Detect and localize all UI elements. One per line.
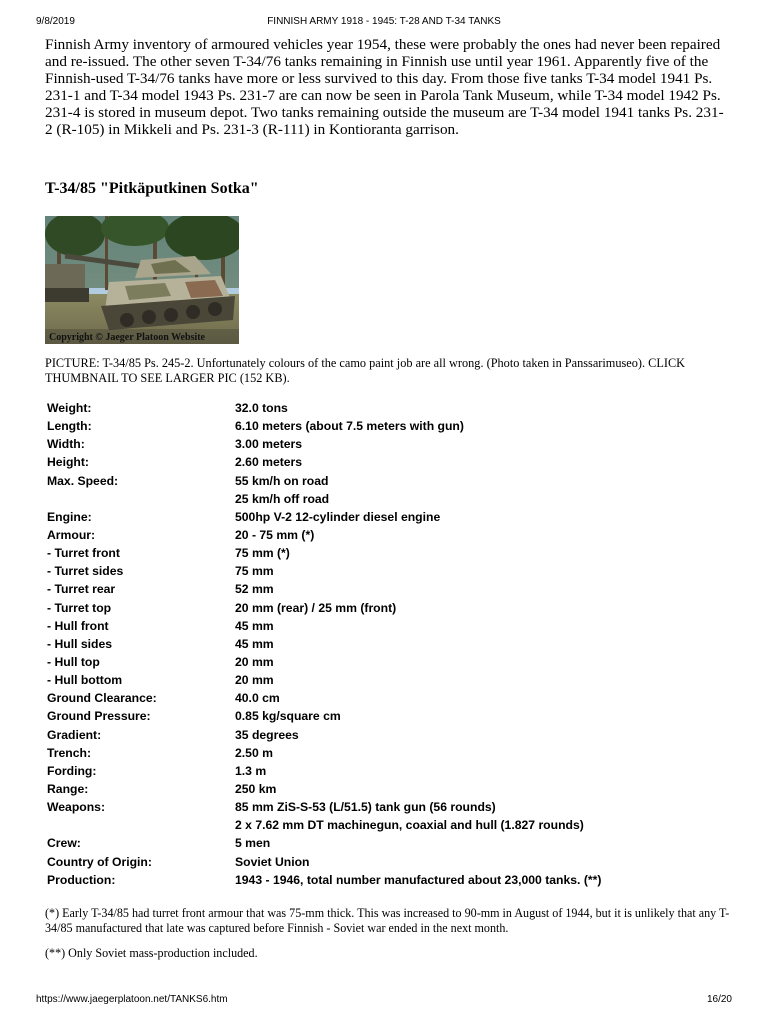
spec-label: - Hull top	[47, 655, 100, 670]
spec-label: Ground Clearance:	[47, 691, 157, 706]
spec-row	[44, 780, 604, 798]
spec-label: Ground Pressure:	[47, 709, 151, 724]
spec-row	[44, 635, 604, 653]
spec-label: Weight:	[47, 401, 92, 416]
spec-value: 20 mm (rear) / 25 mm (front)	[235, 600, 397, 615]
spec-row	[44, 472, 604, 490]
spec-value: 6.10 meters (about 7.5 meters with gun)	[235, 419, 464, 434]
spec-row	[44, 762, 604, 780]
spec-value: 0.85 kg/square cm	[235, 709, 341, 724]
spec-label: Max. Speed:	[47, 473, 119, 488]
photo-watermark: Copyright © Jaeger Platoon Website	[49, 332, 205, 343]
spec-label: Length:	[47, 419, 92, 434]
spec-label: Engine:	[47, 509, 92, 524]
spec-label: Width:	[47, 437, 85, 452]
spec-label: Armour:	[47, 528, 96, 543]
spec-row	[44, 653, 604, 671]
page-header	[0, 16, 768, 27]
spec-value: 40.0 cm	[235, 691, 280, 706]
spec-row	[44, 744, 604, 762]
spec-row	[44, 671, 604, 689]
spec-label	[44, 816, 232, 834]
spec-label: - Hull sides	[47, 636, 113, 651]
spec-value: 2.50 m	[235, 745, 273, 760]
spec-row	[44, 526, 604, 544]
page-footer	[0, 994, 768, 1005]
tank-photo-thumbnail[interactable]	[45, 216, 239, 344]
spec-label: Height:	[47, 455, 89, 470]
spec-row	[44, 544, 604, 562]
spec-row	[44, 508, 604, 526]
spec-row	[44, 834, 604, 852]
spec-value: 2 x 7.62 mm DT machinegun, coaxial and hull (1.827 rounds)	[235, 818, 584, 833]
spec-row	[44, 707, 604, 725]
spec-value: 5 men	[235, 836, 271, 851]
spec-value: 52 mm	[235, 582, 274, 597]
spec-label: - Turret front	[47, 546, 120, 561]
footnote-production: (**) Only Soviet mass-production included.	[45, 946, 258, 960]
spec-label: - Turret top	[47, 600, 112, 615]
spec-value: 500hp V-2 12-cylinder diesel engine	[235, 509, 441, 524]
spec-label: Gradient:	[47, 727, 102, 742]
spec-value: 3.00 meters	[235, 437, 303, 452]
spec-label: Weapons:	[47, 800, 106, 815]
spec-value: 55 km/h on road	[235, 473, 329, 488]
spec-label: - Hull bottom	[47, 673, 123, 688]
spec-value: 32.0 tons	[235, 401, 288, 416]
tank-photo-image	[45, 216, 239, 344]
specifications-table	[44, 399, 604, 889]
spec-row	[44, 562, 604, 580]
spec-label: Country of Origin:	[47, 854, 152, 869]
spec-value: 1943 - 1946, total number manufactured about 23,000 tanks. (**)	[235, 872, 602, 887]
spec-label: - Turret sides	[47, 564, 124, 579]
spec-row	[44, 399, 604, 417]
spec-label: Fording:	[47, 763, 97, 778]
spec-row	[44, 816, 604, 834]
section-title: T-34/85 "Pitkäputkinen Sotka"	[45, 180, 259, 197]
spec-row	[44, 617, 604, 635]
spec-row	[44, 871, 604, 889]
spec-row	[44, 435, 604, 453]
footer-url: https://www.jaegerplatoon.net/TANKS6.htm	[36, 994, 228, 1005]
photo-caption: PICTURE: T-34/85 Ps. 245-2. Unfortunately colours of the camo paint job are all wrong. (Photo taken in Panssarimuseo). CLICK THUMBNAIL TO SEE LARGER PIC (152 KB).	[45, 356, 686, 385]
spec-label: Trench:	[47, 745, 92, 760]
spec-value: 45 mm	[235, 618, 274, 633]
spec-row	[44, 689, 604, 707]
spec-row	[44, 417, 604, 435]
spec-value: 250 km	[235, 782, 277, 797]
spec-value: 45 mm	[235, 636, 274, 651]
spec-label	[44, 490, 232, 508]
footnote-armour: (*) Early T-34/85 had turret front armour that was 75-mm thick. This was increased to 90-mm in August of 1944, but it is unlikely that any T-34/85 manufactured that late was captured before Finnish - Soviet war ended in the next month.	[45, 906, 730, 935]
spec-row	[44, 853, 604, 871]
spec-label: - Turret rear	[47, 582, 116, 597]
spec-value: 85 mm ZiS-S-53 (L/51.5) tank gun (56 rounds)	[235, 800, 496, 815]
spec-row	[44, 726, 604, 744]
spec-label: Crew:	[47, 836, 81, 851]
page-header-title: FINNISH ARMY 1918 - 1945: T-28 AND T-34 TANKS	[267, 16, 501, 27]
page-number: 16/20	[706, 994, 732, 1005]
spec-value: 20 mm	[235, 655, 274, 670]
spec-row	[44, 490, 604, 508]
spec-value: 2.60 meters	[235, 455, 303, 470]
spec-value: 75 mm (*)	[235, 546, 290, 561]
spec-value: 20 - 75 mm (*)	[235, 528, 315, 543]
spec-label: Range:	[47, 782, 89, 797]
spec-value: Soviet Union	[235, 854, 310, 869]
spec-row	[44, 599, 604, 617]
spec-value: 20 mm	[235, 673, 274, 688]
spec-label: Production:	[47, 872, 116, 887]
spec-row	[44, 798, 604, 816]
spec-value: 35 degrees	[235, 727, 299, 742]
spec-value: 1.3 m	[235, 763, 267, 778]
spec-row	[44, 580, 604, 598]
spec-value: 75 mm	[235, 564, 274, 579]
spec-value: 25 km/h off road	[235, 491, 330, 506]
print-date: 9/8/2019	[36, 16, 75, 27]
spec-label: - Hull front	[47, 618, 109, 633]
spec-row	[44, 453, 604, 471]
intro-paragraph: Finnish Army inventory of armoured vehicles year 1954, these were probably the ones had never been repaired and re-issued. The other seven T-34/76 tanks remaining in Finnish use until year 1961. Apparently five of the Finnish-used T-34/76 tanks have more or less survived to this day. From those five tanks T-34 model 1941 Ps. 231-1 and T-34 model 1943 Ps. 231-7 are can now be seen in Parola Tank Museum, while T-34 model 1942 Ps. 231-4 is stored in museum depot. Two tanks remaining outside the museum are T-34 model 1941 tanks Ps. 231-2 (R-105) in Mikkeli and Ps. 231-3 (R-111) in Kontioranta garrison.	[45, 36, 724, 138]
